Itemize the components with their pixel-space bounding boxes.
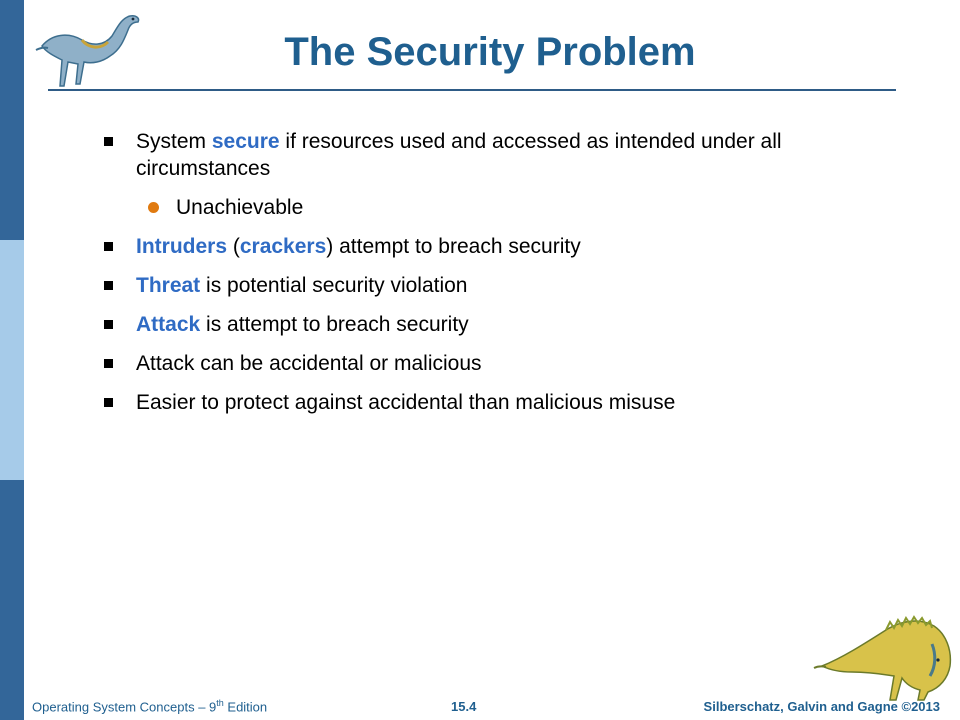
sub-bullet-text: Unachievable (176, 196, 304, 219)
page-title: The Security Problem (284, 30, 696, 74)
bullet-item-attack (102, 311, 822, 338)
bullet-text: if resources used and accessed as intended under all circumstances (136, 130, 782, 180)
footer-book-title (32, 698, 267, 714)
bullet-item-easier (102, 389, 822, 416)
square-bullet-icon (104, 281, 113, 290)
bullet-text: System (136, 130, 212, 153)
square-bullet-icon (104, 398, 113, 407)
sub-bullet-item (102, 194, 822, 221)
bullet-item-secure (102, 128, 822, 182)
square-bullet-icon (104, 320, 113, 329)
bullet-text: Attack can be accidental or malicious (136, 352, 482, 375)
bullet-text: is potential security violation (200, 274, 468, 297)
bullet-list (102, 128, 822, 428)
page-number: 15.4 (451, 699, 477, 714)
keyword: crackers (239, 235, 327, 258)
square-bullet-icon (104, 137, 113, 146)
bullet-text: ( (227, 235, 240, 258)
keyword: Intruders (136, 235, 228, 258)
dinosaur-icon (812, 604, 958, 702)
footer-text: Edition (223, 699, 268, 714)
sidebar-segment-middle (0, 240, 24, 480)
bullet-text: is attempt to breach security (200, 313, 469, 336)
footer-superscript: th (216, 697, 224, 708)
keyword: secure (211, 130, 280, 153)
keyword: Threat (136, 274, 201, 297)
sidebar-segment-top (0, 0, 24, 240)
left-sidebar-bar (0, 0, 24, 720)
bullet-text: Easier to protect against accidental than malicious misuse (136, 391, 676, 414)
round-bullet-icon (148, 202, 159, 213)
bullet-item-accidental (102, 350, 822, 377)
keyword: Attack (136, 313, 201, 336)
footer-copyright: Silberschatz, Galvin and Gagne ©2013 (703, 699, 940, 714)
dinosaur-icon (34, 6, 150, 92)
title-divider (48, 89, 896, 91)
bullet-item-threat (102, 272, 822, 299)
square-bullet-icon (104, 242, 113, 251)
square-bullet-icon (104, 359, 113, 368)
bullet-item-intruders (102, 233, 822, 260)
bullet-text: ) attempt to breach security (326, 235, 581, 258)
footer-text: Operating System Concepts – 9 (32, 699, 217, 714)
sidebar-segment-bottom (0, 480, 24, 720)
